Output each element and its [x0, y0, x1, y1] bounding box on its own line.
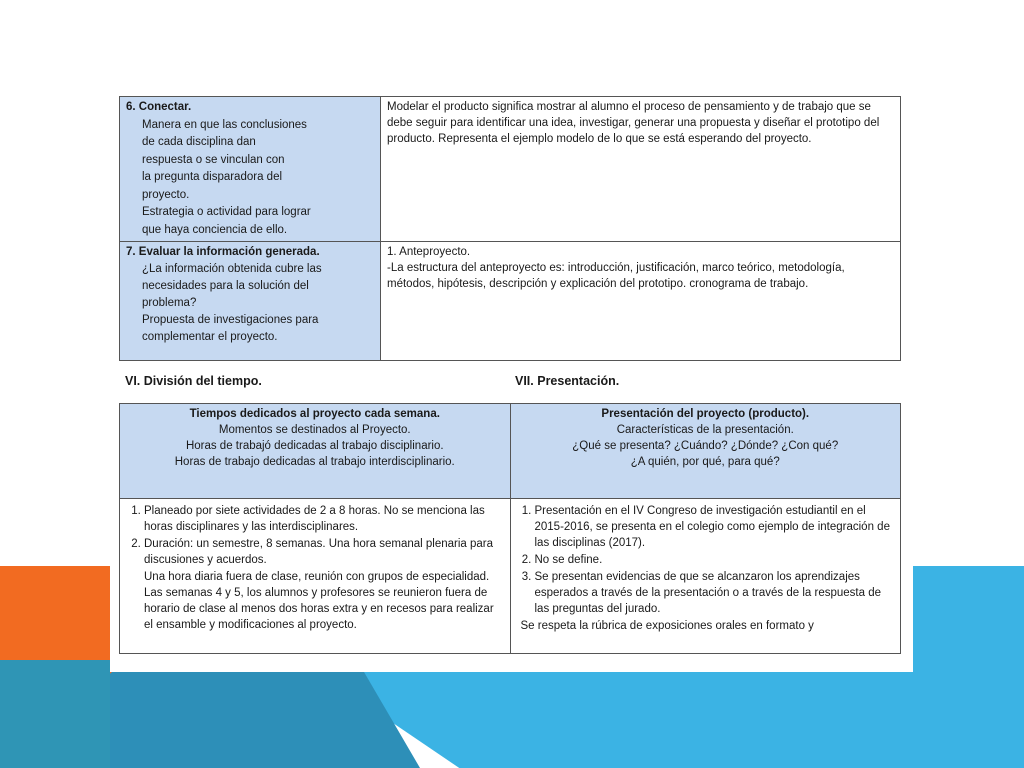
step-7-heading: 7. Evaluar la información generada. [126, 246, 320, 258]
list-item: 3. Se presentan evidencias de que se alcanzaron los aprendizajes esperados a través de la presentación o a través de la respuesta de las preguntas del jurado. [535, 569, 895, 617]
step-7-response-cell [381, 242, 901, 361]
presentation-details-tail: Se respeta la rúbrica de exposiciones orales en formato y [520, 620, 814, 632]
time-details-cell [120, 499, 511, 654]
section-vii-title: VII. Presentación. [515, 374, 620, 388]
time-presentation-table [119, 403, 901, 654]
list-item: 2. No se define. [535, 552, 895, 568]
table-row [120, 97, 901, 242]
step-7-response: -La estructura del anteproyecto es: introducción, justificación, marco teórico, metodología, métodos, hipótesis, descripción y explicación del prototipo. cronograma de trabajo. [387, 262, 845, 290]
step-7-item: 1. Anteproyecto. [387, 246, 471, 258]
step-6-cell [120, 97, 381, 242]
presentation-details-cell [510, 499, 901, 654]
table-row [120, 499, 901, 654]
step-6-description: Manera en que las conclusiones de cada disciplina dan respuesta o se vinculan con la pregunta disparadora del proyecto. Estrategia o actividad para lograr que haya conciencia de ello. [142, 118, 311, 236]
step-6-heading: 6. Conectar. [126, 101, 192, 113]
time-details-extra: Una hora diaria fuera de clase, reunión con grupos de especialidad. Las semanas 4 y 5, los alumnos y profesores se reunieron fuera de horario de clase al menos dos horas extra y en recesos para realizar el ensamble y modificaciones al proyecto. [144, 571, 494, 631]
list-item: 1. Planeado por siete actividades de 2 a 8 horas. No se menciona las horas disciplinares y las interdisciplinares. [144, 503, 504, 535]
presentation-header-cell: Presentación del proyecto (producto). Características de la presentación. ¿Qué se presenta? ¿Cuándo? ¿Dónde? ¿Con qué? ¿A quién, por qué, para qué? [510, 404, 901, 499]
step-6-response: Modelar el producto significa mostrar al alumno el proceso de pensamiento y de trabajo que se debe seguir para identificar una idea, investigar, generar una propuesta y diseñar el prototipo del producto. Representa el ejemplo modelo de lo que se está esperando del proyecto. [387, 101, 880, 145]
table-row [120, 242, 901, 361]
list-item: 1. Presentación en el IV Congreso de investigación estudiantil en el 2015-2016, se presenta en el colegio como ejemplo de integración de las disciplinas (2017). [535, 503, 895, 551]
time-details-list [126, 503, 504, 568]
teal-background-block [0, 660, 110, 768]
presentation-details-list [517, 503, 895, 617]
step-6-response-cell [381, 97, 901, 242]
step-7-cell [120, 242, 381, 361]
list-item: 2. Duración: un semestre, 8 semanas. Una hora semanal plenaria para discusiones y acuerdos. [144, 536, 504, 568]
time-header-title: Tiempos dedicados al proyecto cada semana. [189, 408, 440, 420]
presentation-header-title: Presentación del proyecto (producto). [601, 408, 810, 420]
table-header-row [120, 404, 901, 499]
time-header-cell: Tiempos dedicados al proyecto cada semana. Momentos se destinados al Proyecto. Horas de trabajó dedicadas al trabajo disciplinario. Horas de trabajo dedicadas al trabajo interdisciplinario. [120, 404, 511, 499]
document-image [110, 96, 913, 672]
steps-table [119, 96, 901, 361]
section-vi-title: VI. División del tiempo. [125, 374, 262, 388]
step-7-description: ¿La información obtenida cubre las necesidades para la solución del problema? Propuesta de investigaciones para complementar el proyecto. [142, 263, 322, 343]
